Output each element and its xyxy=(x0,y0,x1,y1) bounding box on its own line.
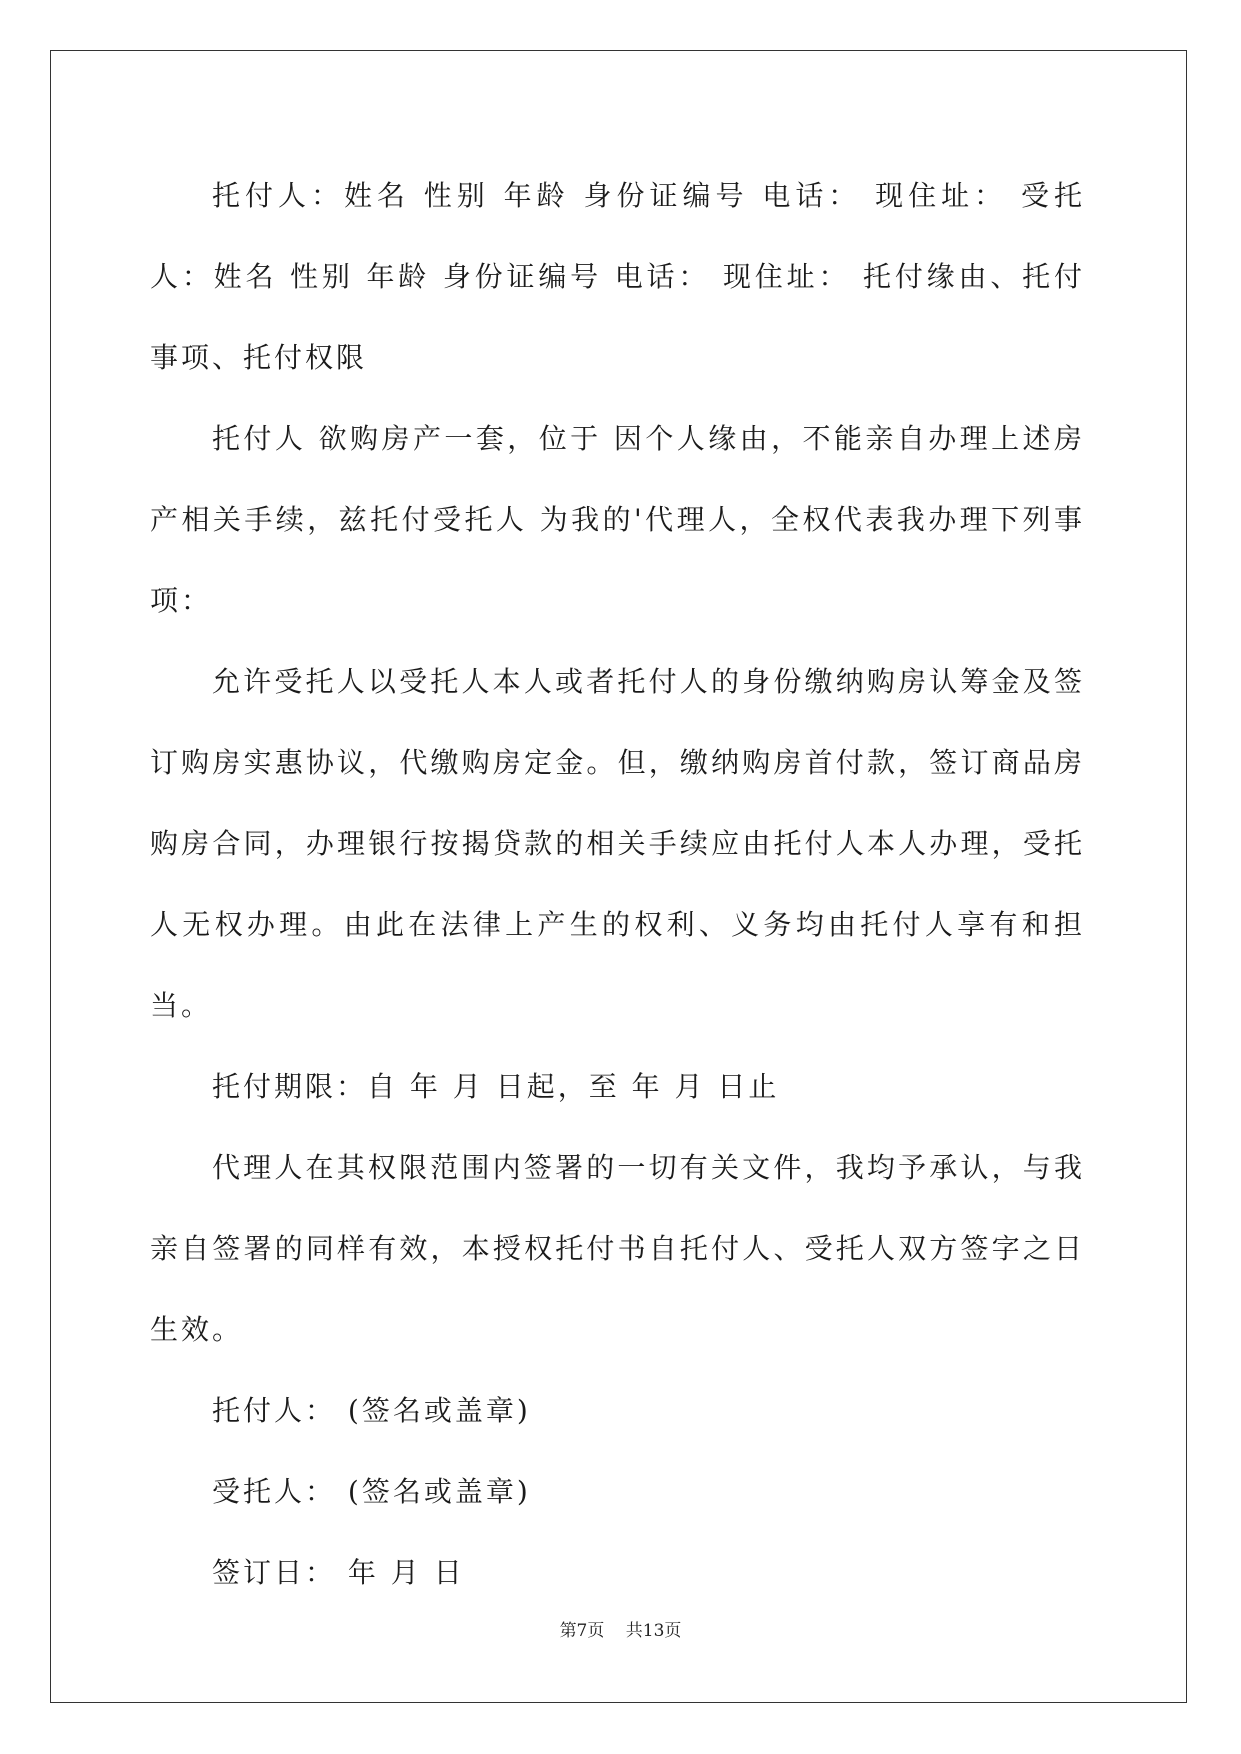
paragraph-parties: 托付人：姓名 性别 年龄 身份证编号 电话： 现住址： 受托人：姓名 性别 年龄 身份证编号 电话： 现住址： 托付缘由、托付事项、托付权限 xyxy=(150,179,1085,374)
signature-agent: 受托人： (签名或盖章) xyxy=(212,1475,531,1508)
paragraph-term: 托付期限：自 年 月 日起，至 年 月 日止 xyxy=(212,1070,780,1103)
paragraph-validity: 代理人在其权限范围内签署的一切有关文件，我均予承认，与我亲自签署的同样有效，本授权托付书自托付人、受托人双方签字之日生效。 xyxy=(150,1151,1085,1346)
signing-date: 签订日： 年 月 日 xyxy=(212,1556,465,1589)
document-body xyxy=(150,155,1085,1613)
paragraph-authority: 允许受托人以受托人本人或者托付人的身份缴纳购房认筹金及签订购房实惠协议，代缴购房定金。但，缴纳购房首付款，签订商品房购房合同，办理银行按揭贷款的相关手续应由托付人本人办理，受托人无权办理。由此在法律上产生的权利、义务均由托付人享有和担当。 xyxy=(150,665,1085,1022)
page-number: 第7页 xyxy=(559,1621,605,1641)
paragraph-purpose: 托付人 欲购房产一套，位于 因个人缘由，不能亲自办理上述房产相关手续，兹托付受托人 为我的'代理人，全权代表我办理下列事项： xyxy=(150,422,1085,617)
page-total: 共13页 xyxy=(625,1621,682,1641)
page-footer xyxy=(0,1616,1241,1641)
signature-principal: 托付人： (签名或盖章) xyxy=(212,1394,531,1427)
